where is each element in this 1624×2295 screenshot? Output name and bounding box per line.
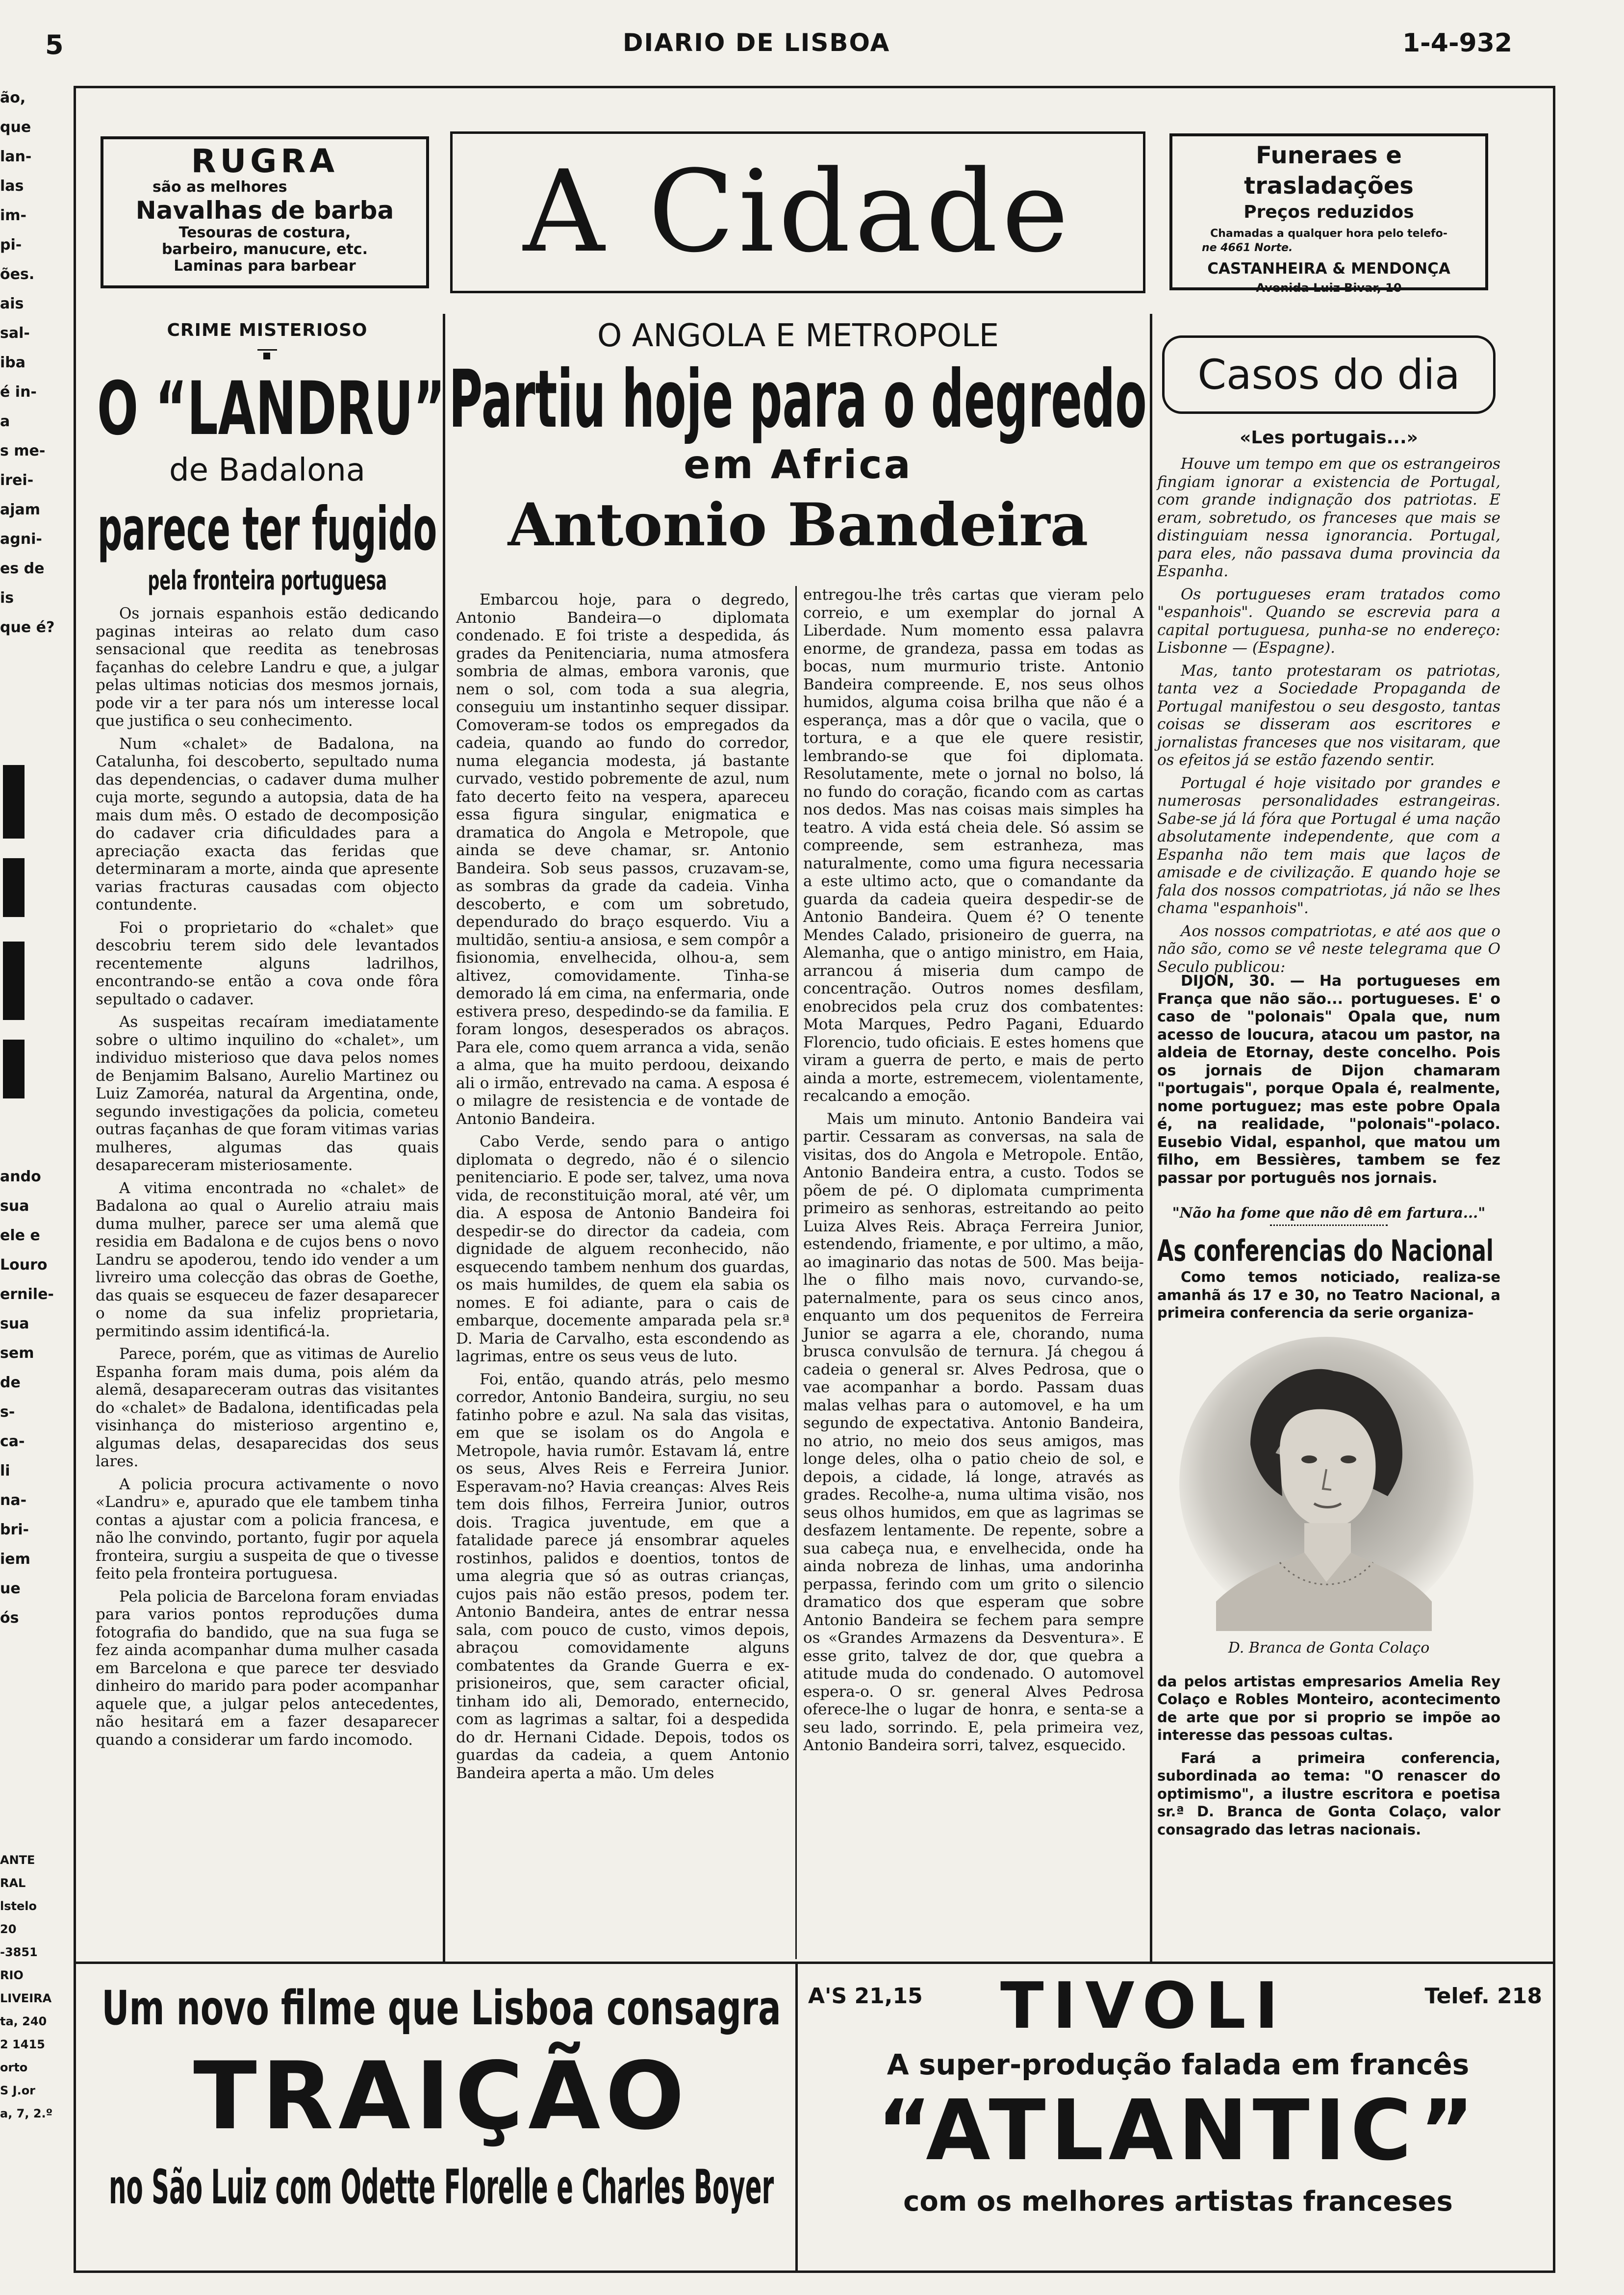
edge-frag: ernile- (0, 1286, 54, 1303)
ad-rugra-line1: são as melhores (152, 178, 287, 196)
edge-frag: de (0, 1374, 21, 1391)
edge-frag: iem (0, 1551, 30, 1568)
edge-frag: bri- (0, 1521, 29, 1538)
left-paragraph: Num «chalet» de Badalona, na Catalunha, foi descoberto, sepultado numa das dependencias, o cadaver duma mulher cuja morte, segundo a autopsia, data de ha mais dum mês. O estado de decomposição do cadaver cria dificuldades para a apreciação exacta das feridas que determinaram a morte, ainda que apresente varias fracturas causadas com objecto contundente. (96, 735, 439, 914)
edge-frag: li (0, 1462, 10, 1479)
edge-frag: iba (0, 354, 26, 371)
ad-rugra-line3: Tesouras de costura, (178, 224, 351, 241)
masthead: DIARIO DE LISBOA (623, 28, 890, 57)
tivoli-title: “ATLANTIC” (877, 2082, 1479, 2179)
edge-frag: s- (0, 1403, 15, 1421)
traicao-title: TRAIÇÃO (193, 2042, 689, 2150)
section-title-box (450, 131, 1145, 293)
center-article-head (449, 314, 1147, 588)
left-paragraph: Pela policia de Barcelona foram enviadas para varios pontos reproduções duma fotografia do bandido, que na sua fuga se fez ainda acompanhar duma mulher casada em Barcelona e que parece ter desviado dinheiro do marido para poder acompanhar aquele que, a julgar pelos antecedentes, não hesitará em a fazer desaparecer quando a considerar um fardo incomodo. (96, 1587, 439, 1749)
edge-frag: ue (0, 1580, 21, 1597)
ad-funeraes-company: CASTANHEIRA & MENDONÇA (1207, 260, 1450, 278)
ad-tivoli (804, 1969, 1552, 2270)
tivoli-line4: com os melhores artistas franceses (903, 2186, 1453, 2218)
left-headline3-wrap (96, 495, 439, 563)
edge-frag: S J.or (0, 2084, 36, 2097)
left-edge-fragments (0, 83, 69, 745)
left-paragraph: Foi o proprietario do «chalet» que descobriu terem sido dele levantados recentemente alguns ladrilhos, encontrando-se então a cova onde fôra sepultado o cadaver. (96, 918, 439, 1008)
edge-frag: es de (0, 560, 45, 577)
edge-frag: im- (0, 207, 26, 224)
edge-frag: 2 1415 (0, 2038, 45, 2051)
edge-frag: a (0, 413, 10, 430)
edge-frag: na- (0, 1492, 27, 1509)
edge-frag: sal- (0, 325, 30, 342)
edge-frag: RAL (0, 1876, 26, 1890)
right-article (1157, 314, 1500, 1959)
center-headline1: Partiu hoje para o degredo (449, 354, 1147, 446)
edge-frag: ANTE (0, 1853, 35, 1867)
left-headline1: O “LANDRU” (97, 366, 446, 452)
left-edge-lower-fragments (0, 1162, 69, 1790)
edge-frag: sem (0, 1345, 34, 1362)
edge-frag: ta, 240 (0, 2014, 47, 2028)
center-kicker: O ANGOLA E METROPOLE (597, 318, 999, 354)
left-headline2: de Badalona (169, 452, 366, 488)
ad-rugra-line2: Navalhas de barba (135, 196, 394, 225)
casos-paragraph: Aos nossos compatriotas, e até aos que o não são, como se vê neste telegrama que O Seculo publicou: (1157, 922, 1500, 976)
center-column-1 (456, 591, 789, 1959)
edge-frag: que (0, 119, 31, 136)
edge-frag: las (0, 178, 24, 195)
ad-funeraes-line2: ne 4661 Norte. (1202, 242, 1293, 254)
ad-funeraes (1169, 133, 1488, 295)
ad-rugra-line4: barbeiro, manucure, etc. (161, 241, 368, 258)
edge-frag: 20 (0, 1922, 17, 1936)
edge-frag: ões. (0, 266, 35, 283)
section-title: A Cidade (523, 147, 1073, 278)
edge-frag: LIVEIRA (0, 1991, 52, 2005)
left-paragraph: A vitima encontrada no «chalet» de Badalona ao qual o Aurelio atraiu mais duma mulher, parece ser uma alemã que residia em Badalona e de cujos bens o novo Landru se apoderou, tendo ido vender a um livreiro uma colecção das obras de Goethe, das quais se esqueceu de fazer desaparecer o nome da sua infeliz proprietaria, permitindo assim identificá-la. (96, 1179, 439, 1340)
edge-frag: ca- (0, 1433, 25, 1450)
center-paragraph: Mais um minuto. Antonio Bandeira vai partir. Cessaram as conversas, na sala de visitas, dos do Angola e Metropole. Então, Antonio Bandeira entra, a custo. Todos se põem de pé. O diplomata cumprimenta primeiro as senhoras, estreitando ao peito Luiza Alves Reis. Abraça Ferreira Junior, estendendo, friamente, e por ultimo, a mão, ao imaginario das notas de 500. Mas beija-lhe o filho mais novo, curvando-se, paternalmente, para os seus cinco anos, enquanto um dos pequenitos de Ferreira Junior se agarra a ele, chorando, numa brusca convulsão de ternura. Já chegou á cadeia o general sr. Alves Pedrosa, que o vae acompanhar a bordo. Passam duas malas velhas para o automovel, e ha um segundo de expectativa. Antonio Bandeira, no atrio, no meio dos seus amigos, mas longe deles, olha o patio cheio de sol, e depois, a cidade, lá longe, através as grades. Recolhe-a, numa ultima visão, nos seus olhos humidos, em que as lagrimas se desfazem lentamente. De repente, sobre a sua cabeça nua, e envelhecida, onde ha ainda nobreza de linhas, uma andorinha perpassa, ferindo com um grito o silencio dramatico dos que esperam que sobre Antonio Bandeira se fechem para sempre os «Grandes Armazens da Desventura». E esse grito, talvez de dor, que quebra a atitude muda do condenado. O automovel espera-o. O sr. general Alves Pedrosa oferece-lhe o lugar de honra, e senta-se a seu lado, sorrindo. E, pela primeira vez, Antonio Bandeira sorri, talvez, esquecido. (803, 1110, 1144, 1754)
left-article (96, 314, 446, 1957)
edge-frag: orto (0, 2061, 28, 2074)
ad-funeraes-subtitle: Preços reduzidos (1243, 202, 1414, 222)
casos-telegram-wrap (1157, 972, 1500, 1203)
ad-rugra (101, 136, 429, 288)
ad-rugra-line5: Laminas para barbear (174, 257, 356, 275)
column-rule (443, 314, 445, 1962)
edge-frag: ajam (0, 501, 41, 518)
column-rule (795, 586, 797, 1959)
left-headline1-wrap (96, 366, 446, 452)
edge-frag: ós (0, 1609, 19, 1627)
center-paragraph: Embarcou hoje, para o degredo, Antonio Bandeira—o diplomata condenado. E foi triste a despedida, ás grades da Penitenciaria, numa atmosfera sombria de almas, embora varonis, que nem o sol, com toda a sua alegria, conseguiu um instantinho sequer dissipar. Comoveram-se todos os empregados da cadeia, quando ao fundo do corredor, numa elegancia modesta, já bastante curvado, vestido pobremente de azul, num fato decerto feito na vespera, apareceu essa figura singular, enigmatica e dramatica do Angola e Metropole, que ainda se deve chamar, sr. Antonio Bandeira. Sob seus passos, cruzavam-se, as sombras da grade da cadeia. Vinha descoberto, e com um sobretudo, dependurado do braço esquerdo. Viu a multidão, sentiu-a ansiosa, e sem compôr a fisionomia, envelhecida, olhou-a, sem altivez, comovidamente. Tinha-se demorado lá em cima, na enfermaria, onde estivera preso, despedindo-se da familia. E foram longos, desesperados os abraços. Para ele, como quem arranca a vida, senão a alma, que ha muito perdoou, deixando ali o irmão, entrevado na cama. A esposa é o milagre de resistencia e de vontade de Antonio Bandeira. (456, 591, 789, 1128)
left-paragraph: As suspeitas recaíram imediatamente sobre o ultimo inquilino do «chalet», um individuo misterioso que dava pelos nomes de Benjamim Balsano, Aurelio Martinez ou Luiz Zamoréa, natural da Argentina, onde, segundo investigações da policia, cometeu outras façanhas de que foram vitimas varias mulheres, algumas das quais desapareceram misteriosamente. (96, 1013, 439, 1174)
casos-subtitle: «Les portugais...» (1240, 428, 1418, 448)
page-number: 5 (45, 29, 64, 60)
photo-portrait (1157, 1327, 1500, 1673)
kicker-separator (257, 349, 277, 362)
edge-frag: -3851 (0, 1945, 38, 1959)
conf-title: As conferencias do Nacional (1157, 1234, 1494, 1268)
casos-telegram: DIJON, 30. — Ha portugueses em França que não são... portugueses. E' o caso de "polonais" Opala que, num acesso de loucura, atacou um pastor, na aldeia de Etornay, deste concelho. Pois os jornais de Dijon chamaram "portugais", porque Opala é, realmente, nome portuguez; mas este pobre Opala é, na realidade, "polonais"-polaco. Eusebio Vidal, espanhol, que matou um filho, em Bessières, tambem se fez passar por português nos jornais. (1157, 972, 1500, 1187)
edge-frag: pi- (0, 236, 22, 254)
traicao-line3-wrap (91, 2155, 792, 2219)
center-paragraph: entregou-lhe três cartas que vieram pelo correio, e um exemplar do jornal A Liberdade. Num momento essa palavra enorme, de grandeza, passa em todas as bocas, num murmurio triste. Antonio Bandeira compreende. E, nos seus olhos humidos, alguma coisa brilha que não é a esperança, mas a dôr que o vacila, que o tortura, e a que ele quere resistir, lembrando-se que foi diplomata. Resolutamente, mete o jornal no bolso, lá no fundo do coração, ficando com as cartas nos dedos. Mas nas coisas mais simples ha teatro. A vida está cheia dele. Só assim se compreende, sem estranheza, mas naturalmente, como uma figura necessaria a este ultimo acto, que o comandante da guarda da cadeia queira despedir-se de Antonio Bandeira. Quem é? O tenente Mendes Calado, prisioneiro de guerra, na Alemanha, que o antigo ministro, em Haia, arrancou á miseria dum campo de concentração. Outros nomes desfilam, enobrecidos pela cruz dos combatentes: Mota Marques, Pedro Pagani, Eduardo Florencio, tudo oficiais. E estes homens que viram a guerra de perto, e mais de perto ainda a morte, estremecem, violentamente, recalcando a emoção. (803, 586, 1144, 1105)
left-paragraph: Os jornais espanhois estão dedicando paginas inteiras ao relato dum caso sensacional que reedita as tenebrosas façanhas do celebre Landru e que, a julgar pelas ultimas noticias dos mesmos jornais, pode vir a ter para nós um interesse local que justifica o seu conhecimento. (96, 605, 439, 730)
casos-paragraph: Portugal é hoje visitado por grandes e numerosas personalidades estrangeiras. Sabe-se já lá fóra que Portugal é uma nação absolutamente independente, que com a Espanha não tem mais que laços de amisade e de civilização. E quando hoje se fala dos nossos compatriotas, já não se lhes chama "espanhois". (1157, 774, 1500, 917)
ad-funeraes-address: Avenida Luiz Bivar, 10 (1256, 281, 1402, 295)
edge-frag: RIO (0, 1968, 24, 1982)
center-headline2: em Africa (684, 442, 913, 487)
left-headline4: pela fronteira portuguesa (148, 565, 387, 596)
traicao-line1-wrap (91, 1979, 792, 2038)
ad-funeraes-title: Funeraes e trasladações (1244, 142, 1414, 200)
edge-frag: sua (0, 1315, 29, 1332)
edge-frag: ão, (0, 89, 26, 106)
casos-title-box (1162, 335, 1496, 414)
left-kicker: CRIME MISTERIOSO (167, 320, 368, 340)
left-paragraph: Parece, porém, que as vitimas de Aurelio Espanha foram mais duma, pois além da alemã, desapareceram outras das visitantes do «chalet» de Badalona, identificadas pela visinhança do misterioso argentino e, algumas delas, desaparecidas dos seus lares. (96, 1345, 439, 1470)
edge-frag: Louro (0, 1256, 48, 1274)
photo-caption: D. Branca de Gonta Colaço (1228, 1639, 1430, 1657)
edge-frag: que é? (0, 619, 55, 636)
closing-ornament (1270, 1224, 1388, 1229)
left-edge-bottom-fragments (0, 1849, 69, 2163)
traicao-line3: no São Luiz com Odette Florelle e Charles Boyer (108, 2160, 774, 2215)
ad-traicao (91, 1969, 792, 2270)
edge-frag: agni- (0, 531, 42, 548)
edge-frag: irei- (0, 472, 34, 489)
conf-intro: Como temos noticiado, realiza-se amanhã ás 17 e 30, no Teatro Nacional, a primeira conferencia da serie organiza- (1157, 1269, 1500, 1321)
conf-paragraph: da pelos artistas empresarios Amelia Rey Colaço e Robles Monteiro, acontecimento de arte que por si proprio se impõe ao interesse das pessoas cultas. (1157, 1673, 1500, 1743)
column-rule (1150, 314, 1152, 1962)
portrait-image (1157, 1327, 1496, 1631)
tivoli-phone: Telef. 218 (1424, 1984, 1542, 2009)
center-paragraph: Foi, então, quando atrás, pelo mesmo corredor, Antonio Bandeira, surgiu, no seu fatinho pobre e azul. Na sala das visitas, em que se isolam os do Angola e Metropole, havia rumôr. Estavam lá, entre os seus, Alves Reis e Ferreira Junior. Esperavam-no? Havia creanças: Alves Reis tem dois filhos, Ferreira Junior, outros dois. Tragica juventude, em que a fatalidade parece já ensombrar aqueles rostinhos, palidos e doentios, tontos de uma alegria que só as outras crianças, cujos pais não estão presos, podem ter. Antonio Bandeira, antes de entrar nessa sala, com pouco de custo, vimos depois, abraçou comovidamente alguns combatentes da Grande Guerra e ex-prisioneiros, que, sem caracter oficial, tinham ido ali, Demorado, enternecido, com as lagrimas a saltar, foi a despedida do dr. Hernani Cidade. Depois, todos os guardas da cadeia, a quem Antonio Bandeira aperta a mão. Um deles (456, 1370, 789, 1782)
ad-divider-vertical (795, 1964, 798, 2270)
ad-rugra-brand: RUGRA (191, 142, 339, 180)
casos-paragraph: Mas, tanto protestaram os patriotas, tanta vez a Sociedade Propaganda de Portugal manifestou o seu desgosto, tantas coisas se disseram aos escritores e jornalistas franceses que nos visitaram, que os efeitos já se estão fazendo sentir. (1157, 662, 1500, 769)
center-headline3: Antonio Bandeira (508, 490, 1089, 560)
edge-frag: é in- (0, 383, 37, 401)
conf-rest (1157, 1673, 1500, 1838)
edge-frag: lstelo (0, 1899, 37, 1913)
casos-title: Casos do dia (1197, 351, 1460, 399)
edge-frag: a, 7, 2.º (0, 2107, 53, 2120)
left-headline4-wrap (96, 563, 439, 598)
center-column-2 (803, 586, 1144, 1959)
casos-body (1157, 455, 1500, 976)
edge-frag: sua (0, 1198, 29, 1215)
conf-title-wrap (1157, 1234, 1500, 1268)
edge-frag: s me- (0, 442, 46, 459)
ad-funeraes-line1: Chamadas a qualquer hora pelo telefo- (1210, 228, 1447, 240)
casos-paragraph: Houve um tempo em que os estrangeiros fingiam ignorar a existencia de Portugal, com grande indignação dos patriotas. E eram, sobretudo, os franceses que mais se distinguiam nessa ignorancia. Portugal, para eles, não passava duma provincia da Espanha. (1157, 455, 1500, 580)
conf-paragraph: Fará a primeira conferencia, subordinada ao tema: "O renascer do optimismo", a ilustre escritora e poetisa sr.ª D. Branca de Gonta Colaço, valor consagrado das letras nacionais. (1157, 1749, 1500, 1838)
left-edge-big-letters (0, 750, 29, 1133)
casos-paragraph: Os portugueses eram tratados como "espanhois". Quando se escrevia para a capital portuguesa, punha-se no endereço: Lisbonne — (Espagne). (1157, 585, 1500, 657)
tivoli-line2: A super-produção falada em francês (887, 2048, 1470, 2081)
left-article-body (96, 605, 439, 1968)
tivoli-venue: TIVOLI (1000, 1968, 1288, 2043)
edge-frag: ando (0, 1168, 41, 1185)
casos-closing: "Não ha fome que não dê em fartura..." (1172, 1204, 1486, 1221)
page-date: 1-4-932 (1402, 28, 1513, 58)
center-headline1-wrap (449, 354, 1147, 446)
edge-frag: ele e (0, 1227, 40, 1244)
left-headline3: parece ter fugido (97, 494, 437, 564)
edge-frag: is (0, 589, 14, 607)
edge-frag: lan- (0, 148, 32, 165)
center-paragraph: Cabo Verde, sendo para o antigo diplomata o degredo, não é o silencio penitenciario. E pode ser, talvez, uma nova vida, de reconstituição moral, até vêr, um dia. A esposa de Antonio Bandeira foi despedir-se do director da cadeia, com dignidade de alguem reconhecido, não esquecendo tambem nenhum dos guardas, os mais humildes, de quem ela sabia os nomes. E foi adiante, para o cais de embarque, docemente amparada pela sr.ª D. Maria de Carvalho, esta escondendo as lagrimas, entre os seus veus de luto. (456, 1133, 789, 1365)
traicao-line1: Um novo filme que Lisboa consagra (102, 1981, 781, 2036)
edge-frag: ais (0, 295, 24, 312)
left-paragraph: A policia procura activamente o novo «Landru» e, apurado que ele tambem tinha contas a ajustar com a policia francesa, e não lhe convindo, portanto, fugir por aquela fronteira, surgiu a suspeita de que o tivesse feito pela fronteira portuguesa. (96, 1475, 439, 1582)
tivoli-time: A'S 21,15 (808, 1984, 923, 2009)
